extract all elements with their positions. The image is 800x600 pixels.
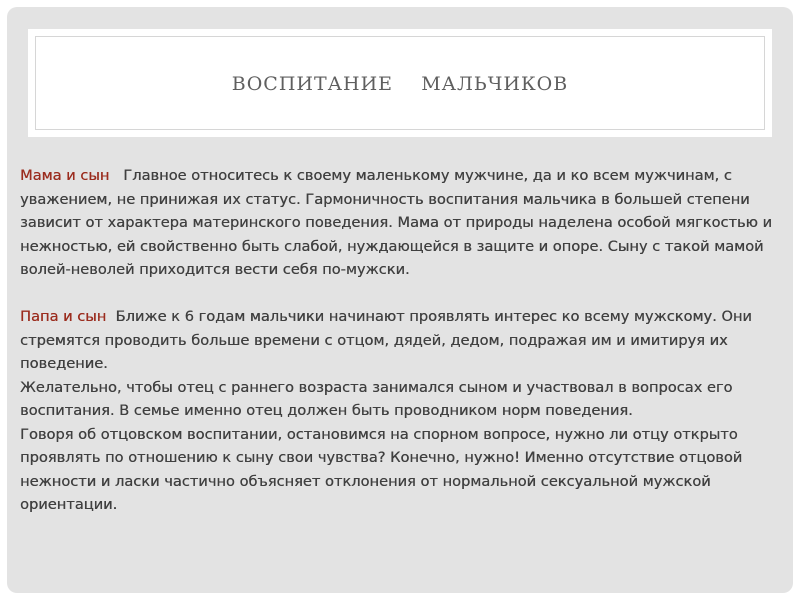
slide-body [20,164,785,517]
section-papa-text: Ближе к 6 годам мальчики начинают проявлять интерес ко всему мужскому. Они стремятся проводить больше времени с отцом, дядей, дедом, подражая им и имитируя их поведение. [20,308,757,372]
slide [7,7,793,593]
section-papa-paragraph-3: Говоря об отцовском воспитании, остановимся на спорном вопросе, нужно ли отцу открыто проявлять по отношению к сыну свои чувства? Конечно, нужно! Именно отсутствие отцовой нежности и ласки частично объясняет отклонения от нормальной сексуальной мужской ориентации. [20,425,743,513]
slide-title: ВОСПИТАНИЕ МАЛЬЧИКОВ [231,73,569,95]
section-papa-heading: Папа и сын [20,308,107,325]
section-papa-paragraph-2: Желательно, чтобы отец с раннего возраста занимался сыном и участвовал в вопросах его воспитания. В семье именно отец должен быть проводником норм поведения. [20,378,733,419]
paragraph-spacer [20,282,785,306]
section-papa-paragraph [20,305,785,376]
title-box [26,27,774,139]
section-mama-paragraph [20,164,785,282]
section-mama-heading: Мама и сын [20,167,110,184]
section-mama-text: Главное относитесь к своему маленькому мужчине, да и ко всем мужчинам, с уважением, не принижая их статус. Гармоничность воспитания мальчика в большей степени зависит от характера материнского поведения. Мама от природы наделена особой мягкостью и нежностью, ей свойственно быть слабой, нуждающейся в защите и опоре. Сыну с такой мамой волей-неволей приходится вести себя по-мужски. [20,167,777,278]
